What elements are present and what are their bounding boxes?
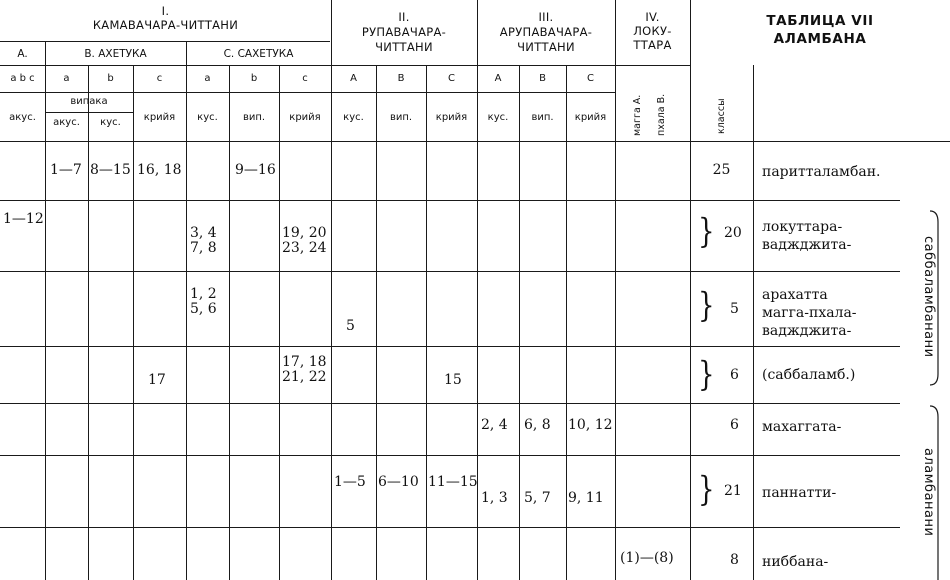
- col-phala-label: пхала B.: [656, 93, 667, 136]
- r2-c-a: 3, 4 7, 8: [190, 225, 217, 256]
- col-ar-b-letter: B: [539, 73, 546, 84]
- r1-b-b: 8—15: [90, 162, 131, 178]
- r2-a: 1—12: [3, 211, 44, 227]
- col-line-ca: [229, 65, 230, 580]
- r4-b-c: 17: [148, 372, 166, 388]
- col-line-klassy: [753, 65, 754, 580]
- col-line-group2: [477, 0, 478, 580]
- r1-label: паритталамбан.: [762, 164, 881, 180]
- r6-count: 21: [724, 483, 742, 499]
- col-line-group1: [331, 0, 332, 580]
- rule-row1: [0, 200, 900, 201]
- rule-under-abc: [0, 92, 615, 93]
- r3-c-a: 1, 2 5, 6: [190, 286, 217, 317]
- r1-b-c: 16, 18: [137, 162, 182, 178]
- r2-count: 20: [724, 225, 742, 241]
- r3-r-a: 5: [346, 318, 355, 334]
- r6-ar-b: 5, 7: [524, 490, 551, 506]
- col-r-b-letter: B: [397, 73, 405, 84]
- r7-lokuttara: (1)—(8): [620, 550, 674, 566]
- col-line-group4: [690, 0, 691, 580]
- r6-r-b: 6—10: [378, 474, 419, 490]
- col-b-a-letter: a: [63, 73, 70, 84]
- r6-r-a: 1—5: [334, 474, 366, 490]
- r1-c-b: 9—16: [235, 162, 276, 178]
- col-klassy-label: классы: [716, 98, 727, 134]
- col-b-c-kriya: крийя: [143, 112, 176, 123]
- rule-row3: [0, 346, 900, 347]
- r4-c-c: 17, 18 21, 22: [282, 354, 327, 385]
- r3-brace: }: [698, 286, 715, 326]
- col-line-ra: [376, 65, 377, 580]
- col-b-b-kus: кус.: [100, 117, 121, 128]
- col-line-ara: [519, 65, 520, 580]
- rule-row5: [0, 455, 900, 456]
- col-magga-label: магга А.: [632, 94, 643, 136]
- col-a-abc: a b c: [10, 73, 35, 84]
- group1-number: I.: [161, 4, 170, 18]
- rule-under-group-titles: [0, 41, 330, 42]
- r6-brace: }: [698, 470, 715, 510]
- r7-count: 8: [730, 552, 739, 568]
- r6-label: паннатти-: [762, 485, 837, 501]
- col-r-c-kriya: крийя: [435, 112, 468, 123]
- r5-ar-c: 10, 12: [568, 417, 613, 433]
- group4-title: IV. ЛОКУ- ТТАРА: [633, 10, 672, 52]
- subgroup-c: C. САХЕТУКА: [223, 48, 294, 60]
- r4-count: 6: [730, 367, 739, 383]
- r1-b-a: 1—7: [50, 162, 82, 178]
- col-a-akus: акус.: [9, 112, 36, 123]
- r3-label: арахатта магга-пхала- ваджджита-: [762, 287, 857, 339]
- subgroup-b: B. АХЕТУКА: [84, 48, 147, 60]
- col-b-c-letter: c: [156, 73, 163, 84]
- col-c-b-letter: b: [250, 73, 258, 84]
- r5-ar-b: 6, 8: [524, 417, 551, 433]
- rule-header-bottom: [0, 141, 950, 142]
- col-line-cb: [279, 65, 280, 580]
- col-r-c-letter: C: [448, 73, 455, 84]
- col-c-a-kus: кус.: [197, 112, 218, 123]
- rule-row2: [0, 271, 900, 272]
- col-b-a-akus: акус.: [53, 117, 80, 128]
- col-r-a-letter: A: [350, 73, 357, 84]
- col-ar-a-letter: A: [494, 73, 502, 84]
- subgroup-a: A.: [17, 48, 28, 60]
- col-r-a-kus: кус.: [343, 112, 364, 123]
- group-top-label: саббаламбанани: [921, 236, 936, 358]
- rule-under-subgroups: [0, 65, 690, 66]
- col-ar-c-kriya: крийя: [574, 112, 607, 123]
- r6-ar-a: 1, 3: [481, 490, 508, 506]
- r4-label: (саббаламб.): [762, 367, 856, 383]
- group2-title: II. РУПАВАЧАРА- ЧИТТАНИ: [361, 10, 447, 54]
- col-ar-b-vip: вип.: [531, 112, 554, 123]
- table-title: ТАБЛИЦА VII АЛАМБАНА: [766, 13, 874, 47]
- r6-r-c: 11—15: [428, 474, 478, 490]
- vipaka-label: випака: [70, 96, 108, 107]
- col-c-a-letter: a: [204, 73, 211, 84]
- col-r-b-vip: вип.: [389, 112, 413, 123]
- col-line-rb: [426, 65, 427, 580]
- col-ar-a-kus: кус.: [487, 112, 509, 123]
- col-line-bb: [133, 65, 134, 580]
- r5-ar-a: 2, 4: [481, 417, 508, 433]
- col-b-b-letter: b: [107, 73, 114, 84]
- group-bottom-label: аламбанани: [921, 448, 936, 537]
- r7-label: ниббана-: [762, 554, 829, 570]
- r4-r-c: 15: [444, 372, 462, 388]
- col-line-group3: [615, 0, 616, 580]
- rule-row6: [0, 527, 900, 528]
- r6-ar-c: 9, 11: [568, 490, 604, 506]
- r2-label: локуттара- ваджджита-: [762, 219, 852, 253]
- r5-count: 6: [730, 417, 739, 433]
- col-c-b-vip: вип.: [242, 112, 266, 123]
- r2-c-c: 19, 20 23, 24: [282, 225, 327, 256]
- r2-brace: }: [698, 212, 715, 252]
- col-c-c-kriya: крийя: [289, 112, 321, 123]
- rule-row4: [0, 403, 900, 404]
- rule-under-vipaka: [46, 112, 133, 113]
- r4-brace: }: [698, 355, 715, 395]
- group1-title: КАМАВАЧАРА-ЧИТТАНИ: [92, 18, 239, 32]
- col-line-ba: [88, 65, 89, 580]
- r5-label: махаггата-: [762, 419, 842, 435]
- col-ar-c-letter: C: [587, 73, 594, 84]
- col-c-c-letter: c: [302, 73, 308, 84]
- r1-count: 25: [712, 162, 731, 178]
- r3-count: 5: [730, 301, 739, 317]
- group3-title: III. АРУПАВАЧАРА- ЧИТТАНИ: [499, 10, 593, 54]
- col-line-arb: [566, 65, 567, 580]
